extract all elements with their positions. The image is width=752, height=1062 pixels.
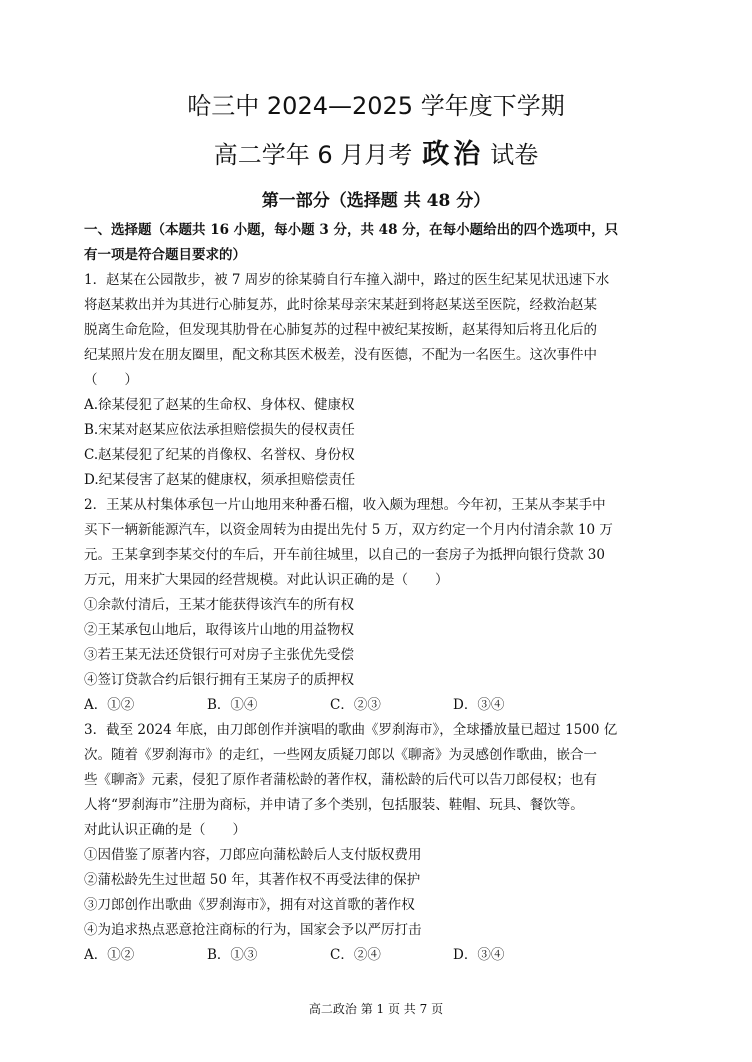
question-stem-line: 将赵某救出并为其进行心肺复苏，此时徐某母亲宋某赶到将赵某送至医院，经救治赵某 (84, 297, 597, 313)
statement-4: ④为追求热点恶意抢注商标的行为，国家会予以严厉打击 (84, 922, 422, 938)
statement-2: ②王某承包山地后，取得该片山地的用益物权 (84, 622, 354, 638)
choice-d: D．③④ (453, 947, 505, 963)
statement-1: ①余款付清后，王某才能获得该汽车的所有权 (84, 597, 354, 613)
subtitle-grade: 高二学年 6 月月考 (213, 141, 413, 169)
choice-b: B．①④ (207, 697, 258, 713)
question-stem-line: 元。王某拿到李某交付的车后，开车前往城里，以自己的一套房子为抵押向银行贷款 30 (84, 547, 605, 563)
question-stem-line: 万元，用来扩大果园的经营规模。对此认识正确的是（ ） (84, 572, 449, 588)
subject-name: 政治 (422, 139, 485, 170)
choice-c: C．②③ (330, 697, 381, 713)
statement-1: ①因借鉴了原著内容，刀郎应向蒲松龄后人支付版权费用 (84, 847, 422, 863)
question-stem-line: 3．截至 2024 年底，由刀郎创作并演唱的歌曲《罗刹海市》，全球播放量已超过 1500 亿 (84, 722, 618, 738)
question-stem-line: （ ） (84, 372, 138, 388)
question-2 (84, 493, 670, 718)
exam-title: 哈三中 2024—2025 学年度下学期 (187, 92, 565, 120)
choice-a: A．①② (84, 947, 135, 963)
question-stem-line: 买下一辆新能源汽车，以资金周转为由提出先付 5 万，双方约定一个月内付清余款 10 万 (84, 522, 613, 538)
question-stem-line: 2．王某从村集体承包一片山地用来种番石榴，收入颇为理想。今年初，王某从李某手中 (84, 497, 606, 513)
choice-b: B．①③ (207, 947, 258, 963)
section-instructions-line: 一、选择题（本题共 16 小题，每小题 3 分，共 48 分，在每小题给出的四个选项中，只 (84, 222, 619, 238)
statement-2: ②蒲松龄先生过世超 50 年，其著作权不再受法律的保护 (84, 872, 421, 888)
part-title: 第一部分（选择题 共 48 分） (261, 191, 491, 211)
statement-4: ④签订贷款合约后银行拥有王某房子的质押权 (84, 672, 354, 688)
option-d: D.纪某侵害了赵某的健康权，须承担赔偿责任 (84, 472, 356, 488)
choice-d: D．③④ (453, 697, 505, 713)
exam-content (84, 218, 670, 968)
question-stem-line: 脱离生命危险，但发现其肋骨在心肺复苏的过程中被纪某按断，赵某得知后将丑化后的 (84, 322, 597, 338)
subtitle-type: 试卷 (490, 141, 539, 169)
question-stem-line: 对此认识正确的是（ ） (84, 822, 246, 838)
statement-3: ③若王某无法还贷银行可对房子主张优先受偿 (84, 647, 354, 663)
page-footer: 高二政治 第 1 页 共 7 页 (308, 1002, 444, 1016)
question-stem-line: 次。随着《罗刹海市》的走红，一些网友质疑刀郎以《聊斋》为灵感创作歌曲，嵌合一 (84, 747, 597, 763)
question-1 (84, 268, 670, 493)
answer-choices (84, 943, 670, 968)
question-stem-line: 人将“罗刹海市”注册为商标，并申请了多个类别，包括服装、鞋帽、玩具、餐饮等。 (84, 797, 584, 813)
option-c: C.赵某侵犯了纪某的肖像权、名誉权、身份权 (84, 447, 355, 463)
choice-a: A．①② (84, 697, 135, 713)
question-stem-line: 1．赵某在公园散步，被 7 周岁的徐某骑自行车撞入湖中，路过的医生纪某见状迅速下水 (84, 272, 610, 288)
question-stem-line: 些《聊斋》元素，侵犯了原作者蒲松龄的著作权，蒲松龄的后代可以告刀郎侵权；也有 (84, 772, 597, 788)
answer-choices (84, 693, 670, 718)
statement-3: ③刀郎创作出歌曲《罗刹海市》，拥有对这首歌的著作权 (84, 897, 415, 913)
question-stem-line: 纪某照片发在朋友圈里，配文称其医术极差，没有医德，不配为一名医生。这次事件中 (84, 347, 597, 363)
option-b: B.宋某对赵某应依法承担赔偿损失的侵权责任 (84, 422, 355, 438)
option-a: A.徐某侵犯了赵某的生命权、身体权、健康权 (84, 397, 355, 413)
question-3 (84, 718, 670, 968)
exam-subtitle (0, 132, 752, 171)
section-instructions-line: 有一项是符合题目要求的） (84, 247, 246, 263)
choice-c: C．②④ (330, 947, 381, 963)
